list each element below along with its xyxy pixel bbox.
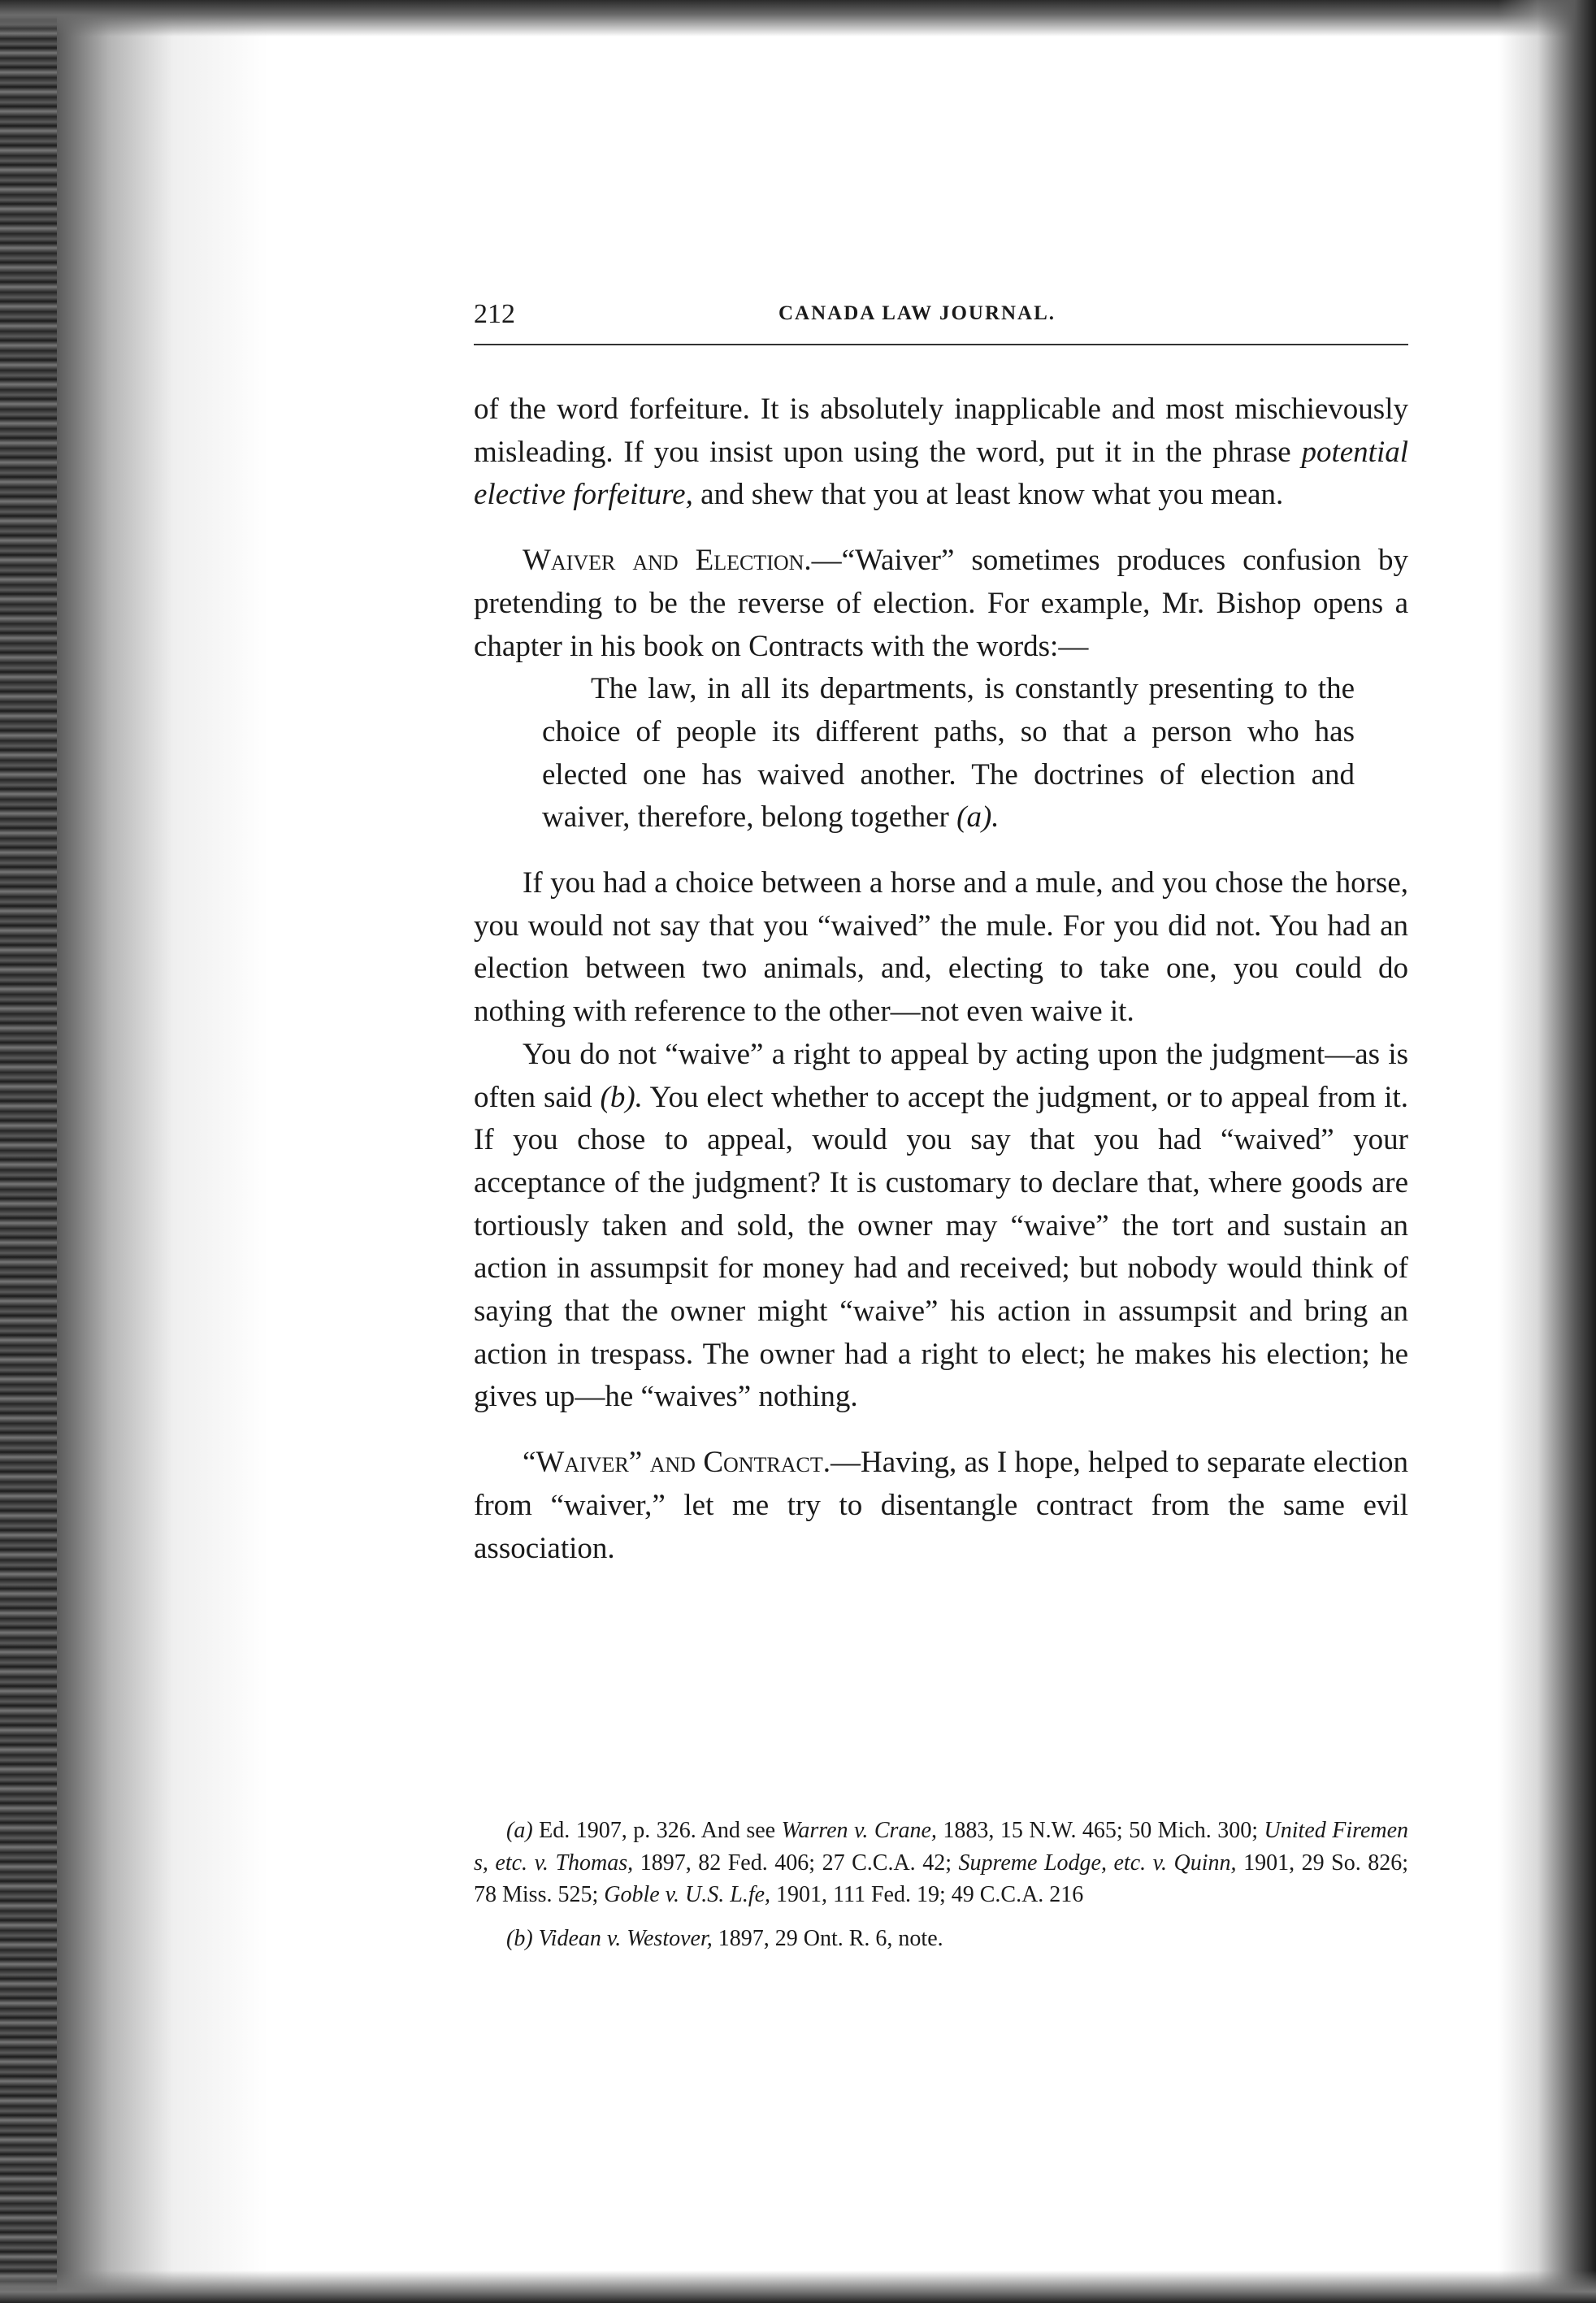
text-span: —“Waiver” sometimes produces confusion by pretending to be the reverse of election. For example, Mr. Bishop opens a chapter in his book on Contracts with the words:— <box>474 544 1408 663</box>
block-quote <box>542 668 1355 839</box>
footnote-ref: (b). <box>600 1080 643 1114</box>
text-span: of the word forfeiture. It is absolutely inapplicable and most mischievously misleading. If you insist upon using the word, put it in the phrase <box>474 393 1408 469</box>
paragraph-forfeiture <box>474 388 1408 517</box>
text-span: If you had a choice between a horse and a mule, and you chose the horse, you would not say that you “waived” the mule. For you did not. You had an election between two animals, and, electing to take one, you could do nothing with reference to the other—not even waive it. <box>474 866 1408 1029</box>
scan-shadow-left <box>57 0 268 2303</box>
footnote-ref: (a). <box>956 800 1000 835</box>
page-header <box>474 293 1408 341</box>
case-name: Warren v. Crane, <box>781 1818 937 1843</box>
footnote-text: 1897, 82 Fed. 406; 27 C.C.A. 42; <box>640 1850 952 1876</box>
header-rule <box>474 344 1408 345</box>
section-heading: Waiver and Election. <box>523 544 812 578</box>
paragraph-appeal <box>474 1034 1408 1419</box>
footnote-text: 1883, 15 N.W. 465; 50 Mich. 300; <box>943 1818 1259 1843</box>
footnote-text: 1897, 29 Ont. R. 6, note. <box>718 1925 943 1951</box>
footnote-b <box>474 1923 1408 1955</box>
footnotes <box>474 1815 1408 1954</box>
paragraph-waiver-election <box>474 540 1408 668</box>
footnote-text: 1901, 29 So. 826; 78 Miss. 525; <box>474 1850 1409 1907</box>
text-span: —Having, as I hope, helped to separate election from “waiver,” let me try to disentangle contract from the same evil association. <box>474 1446 1408 1565</box>
footnote-label: (a) <box>506 1818 533 1843</box>
case-name: Videan v. Westover, <box>538 1925 713 1951</box>
paragraph-waiver-contract <box>474 1442 1408 1570</box>
text-span: You elect whether to accept the judgment, or to appeal from it. If you chose to appeal, would you say that you had “waived” your acceptance of the judgment? It is customary to declare that, where goods are tortiously taken and sold, the owner may “waive” the tort and sustain an action in assumpsit for money had and received; but nobody would think of saying that the owner might “waive” his action in assumpsit and bring an action in trespass. The owner had a right to elect; he makes his election; he gives up—he “waives” nothing. <box>474 1080 1409 1414</box>
case-name: Goble v. U.S. L.fe, <box>604 1882 771 1907</box>
section-heading: “Waiver” and Contract. <box>523 1446 831 1480</box>
paragraph-horse-mule <box>474 862 1408 1034</box>
body-text <box>474 388 1408 1570</box>
footnote-label: (b) <box>506 1925 533 1951</box>
scan-edge-right <box>1498 0 1596 2303</box>
scan-edge-bottom <box>0 2270 1596 2303</box>
case-name: Supreme Lodge, etc. v. Quinn, <box>958 1850 1237 1876</box>
footnote-a <box>474 1815 1408 1911</box>
scan-edge-top <box>0 0 1596 37</box>
text-span: and shew that you at least know what you mean. <box>700 478 1284 512</box>
page-number: 212 <box>474 299 515 329</box>
text-span: You do not “waive” a right to appeal by acting upon the judgment—as is often said <box>474 1037 1408 1114</box>
scan-edge-left <box>0 0 57 2303</box>
quote-text: The law, in all its departments, is constantly presenting to the choice of people its different paths, so that a person who has elected one has waived another. The doctrines of election and waiver, therefore, belong together <box>542 672 1355 835</box>
footnote-text: Ed. 1907, p. 326. And see <box>539 1818 776 1843</box>
case-name: United Firemen s, etc. v. Thomas, <box>474 1818 1409 1876</box>
italic-phrase: potential elective forfeiture, <box>474 435 1409 512</box>
footnote-text: 1901, 111 Fed. 19; 49 C.C.A. 216 <box>776 1882 1084 1907</box>
running-title: CANADA LAW JOURNAL. <box>778 302 1056 324</box>
